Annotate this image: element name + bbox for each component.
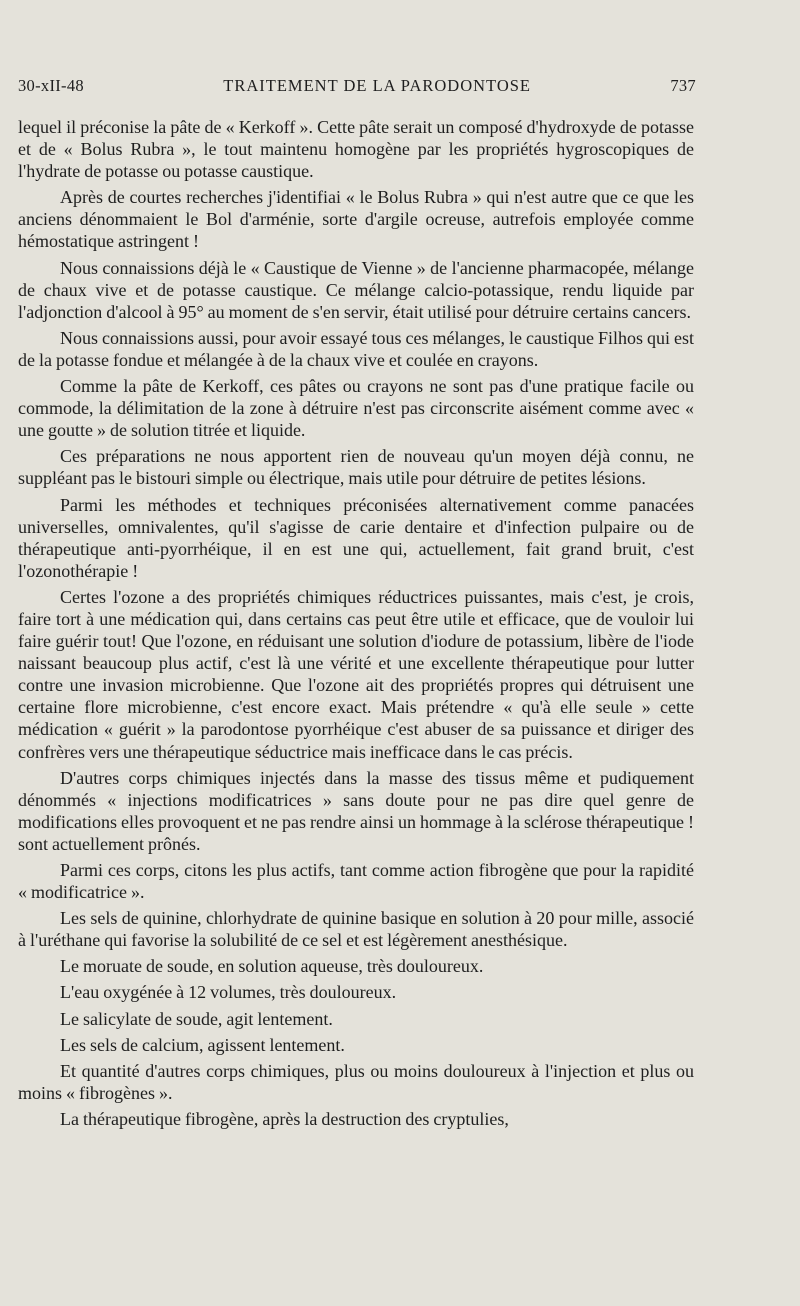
paragraph: D'autres corps chimiques injectés dans la masse des tissus même et pudiquement dénommés « injections modificatrices » sans doute pour ne pas dire quel genre de modifications elles provoquent et ne pas rendre ainsi un hommage à la sclérose thérapeutique ! sont actuellement prônés.: [18, 767, 694, 854]
paragraph: Comme la pâte de Kerkoff, ces pâtes ou crayons ne sont pas d'une pratique facile ou commode, la délimitation de la zone à détruire n'est pas circonscrite aisément comme avec « une goutte » de solution titrée et liquide.: [18, 376, 694, 441]
running-header: [18, 76, 696, 96]
paragraph: Nous connaissions aussi, pour avoir essayé tous ces mélanges, le caustique Filhos qui est de la potasse fondue et mélangée à de la chaux vive et coulée en crayons.: [18, 327, 694, 370]
paragraph: Les sels de quinine, chlorhydrate de quinine basique en solution à 20 pour mille, associé à l'uréthane qui favorise la solubilité de ce sel et est légèrement anesthésique.: [18, 908, 694, 951]
paragraph: Le moruate de soude, en solution aqueuse, très douloureux.: [60, 956, 484, 977]
paragraph: Ces préparations ne nous apportent rien de nouveau qu'un moyen déjà connu, ne suppléant pas le bistouri simple ou électrique, mais utile pour détruire de petites lésions.: [18, 446, 694, 489]
paragraph: Parmi les méthodes et techniques préconisées alternativement comme panacées universelles, omnivalentes, qu'il s'agisse de carie dentaire et d'infection pulpaire ou de thérapeutique anti-pyorrhéique, il en est une qui, actuellement, fait grand bruit, c'est l'ozonothérapie !: [18, 494, 694, 581]
paragraph: lequel il préconise la pâte de « Kerkoff ». Cette pâte serait un composé d'hydroxyde de potasse et de « Bolus Rubra », le tout maintenu homogène par les propriétés hygroscopiques de l'hydrate de potasse ou potasse caustique.: [18, 117, 694, 182]
header-date: 30-xII-48: [18, 76, 84, 95]
paragraph: La thérapeutique fibrogène, après la destruction des cryptulies,: [60, 1108, 509, 1129]
paragraph: Le salicylate de soude, agit lentement.: [60, 1008, 333, 1029]
page-number: 737: [670, 76, 696, 95]
paragraph: Les sels de calcium, agissent lentement.: [60, 1034, 345, 1055]
paragraph: Parmi ces corps, citons les plus actifs, tant comme action fibrogène que pour la rapidité « modificatrice ».: [18, 860, 694, 903]
paragraph: Certes l'ozone a des propriétés chimiques réductrices puissantes, mais c'est, je crois, faire tort à une médication qui, dans certains cas peut être utile et efficace, que de vouloir lui faire guérir tout! Que l'ozone, en réduisant une solution d'iodure de potassium, libère de l'iode naissant beaucoup plus actif, c'est là une vérité et une excellente thérapeutique pour lutter contre une invasion microbienne. Que l'ozone ait des propriétés propres qui détruisent une certaine flore microbienne, c'est encore exact. Mais prétendre « qu'à elle seule » cette médication « guérit » la parodontose pyorrhéique c'est abuser de sa puissance et diriger des confrères vers une thérapeutique séductrice mais inefficace dans le cas précis.: [18, 586, 694, 762]
paragraph: Nous connaissions déjà le « Caustique de Vienne » de l'ancienne pharmacopée, mélange de chaux vive et de potasse caustique. Ce mélange calcio-potassique, rendu liquide par l'adjonction d'alcool à 95° au moment de s'en servir, était utilisé pour détruire certains cancers.: [18, 257, 694, 322]
paragraph: Et quantité d'autres corps chimiques, plus ou moins douloureux à l'injection et plus ou moins « fibrogènes ».: [18, 1060, 694, 1103]
body-text: [18, 116, 694, 1134]
header-title: TRAITEMENT DE LA PARODONTOSE: [223, 76, 532, 95]
paragraph: Après de courtes recherches j'identifiai « le Bolus Rubra » qui n'est autre que ce que les anciens dénommaient le Bol d'arménie, sorte d'argile ocreuse, autrefois employée comme hémostatique astringent !: [18, 187, 694, 252]
paragraph: L'eau oxygénée à 12 volumes, très douloureux.: [60, 982, 397, 1003]
